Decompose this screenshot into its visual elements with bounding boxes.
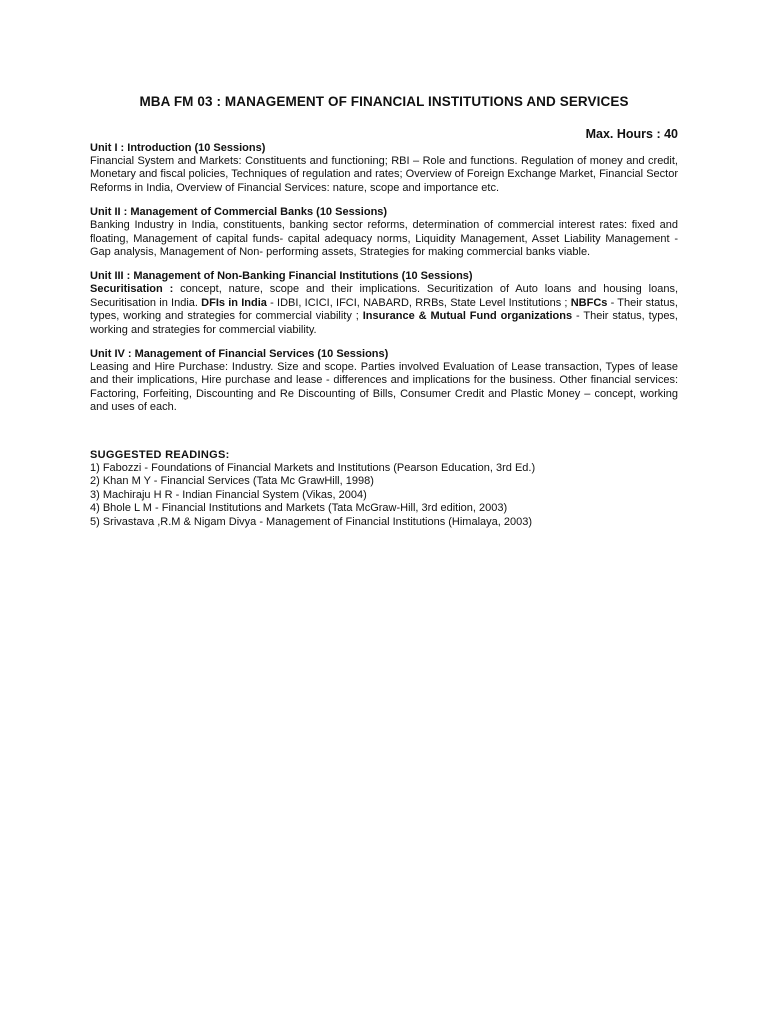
reading-item: 3) Machiraju H R - Indian Financial System (Vikas, 2004)	[90, 488, 367, 501]
unit-2	[90, 206, 678, 259]
topic-term-securitisation: Securitisation :	[90, 283, 174, 296]
reading-item: 4) Bhole L M - Financial Institutions and Markets (Tata McGraw-Hill, 3rd edition, 2003)	[90, 502, 508, 515]
readings-list	[90, 462, 678, 529]
unit-heading: Unit III : Management of Non-Banking Financial Institutions (10 Sessions)	[90, 270, 473, 283]
unit-3	[90, 270, 678, 337]
readings-heading: SUGGESTED READINGS:	[90, 449, 230, 461]
reading-item: 5) Srivastava ,R.M & Nigam Divya - Management of Financial Institutions (Himalaya, 2003)	[90, 515, 533, 528]
max-hours: Max. Hours : 40	[585, 127, 678, 141]
topic-term-dfis: DFIs in India	[201, 296, 267, 309]
unit-description	[90, 361, 678, 415]
unit-text: - Their status, types, working and strategies for commercial viability.	[90, 310, 678, 336]
suggested-readings	[90, 449, 678, 529]
unit-text: concept, nature, scope and their implications. Securitization of Auto loans and housing loans, Securitisation in India.	[90, 283, 678, 309]
unit-description	[90, 219, 678, 259]
unit-1	[90, 142, 678, 195]
reading-item: 1) Fabozzi - Foundations of Financial Markets and Institutions (Pearson Education, 3rd Ed.)	[90, 462, 536, 474]
reading-item: 2) Khan M Y - Financial Services (Tata Mc GrawHill, 1998)	[90, 475, 374, 488]
unit-text: Leasing and Hire Purchase: Industry. Size and scope. Parties involved Evaluation of Lease transaction, Types of lease and their implications, Hire purchase and lease - differences and implications for the business. Other financial services: Factoring, Forfeiting, Discounting and Re Discounting of Bills, Consumer Credit and Plastic Money – concept, working and uses of each.	[90, 361, 678, 414]
unit-description	[90, 155, 678, 195]
unit-text: - IDBI, ICICI, IFCI, NABARD, RRBs, State Level Institutions ;	[266, 296, 571, 309]
units-section	[90, 142, 678, 426]
unit-text: Financial System and Markets: Constituents and functioning; RBI – Role and functions. Regulation of money and credit, Monetary and fiscal policies, Techniques of regulation and rates; Overview of Foreign Exchange Market, Financial Sector Reforms in India, Overview of Financial Services: nature, scope and importance etc.	[90, 155, 678, 194]
unit-text: Banking Industry in India, constituents, banking sector reforms, determination of commercial interest rates: fixed and floating, Management of capital funds- capital adequacy norms, Liquidity Management, Asset Liability Management - Gap analysis, Management of Non- performing assets, Strategies for making commercial banks viable.	[90, 219, 678, 259]
unit-heading: Unit II : Management of Commercial Banks (10 Sessions)	[90, 206, 388, 219]
unit-text: - Their status, types, working and strategies for commercial viability ;	[90, 296, 678, 323]
unit-description	[90, 283, 678, 337]
unit-heading: Unit IV : Management of Financial Services (10 Sessions)	[90, 348, 389, 361]
topic-term-nbfcs: NBFCs	[570, 296, 608, 309]
unit-4	[90, 348, 678, 415]
unit-heading: Unit I : Introduction (10 Sessions)	[90, 142, 266, 154]
page-title: MBA FM 03 : MANAGEMENT OF FINANCIAL INSTITUTIONS AND SERVICES	[139, 94, 629, 109]
topic-term-insurance: Insurance & Mutual Fund organizations	[362, 310, 573, 323]
